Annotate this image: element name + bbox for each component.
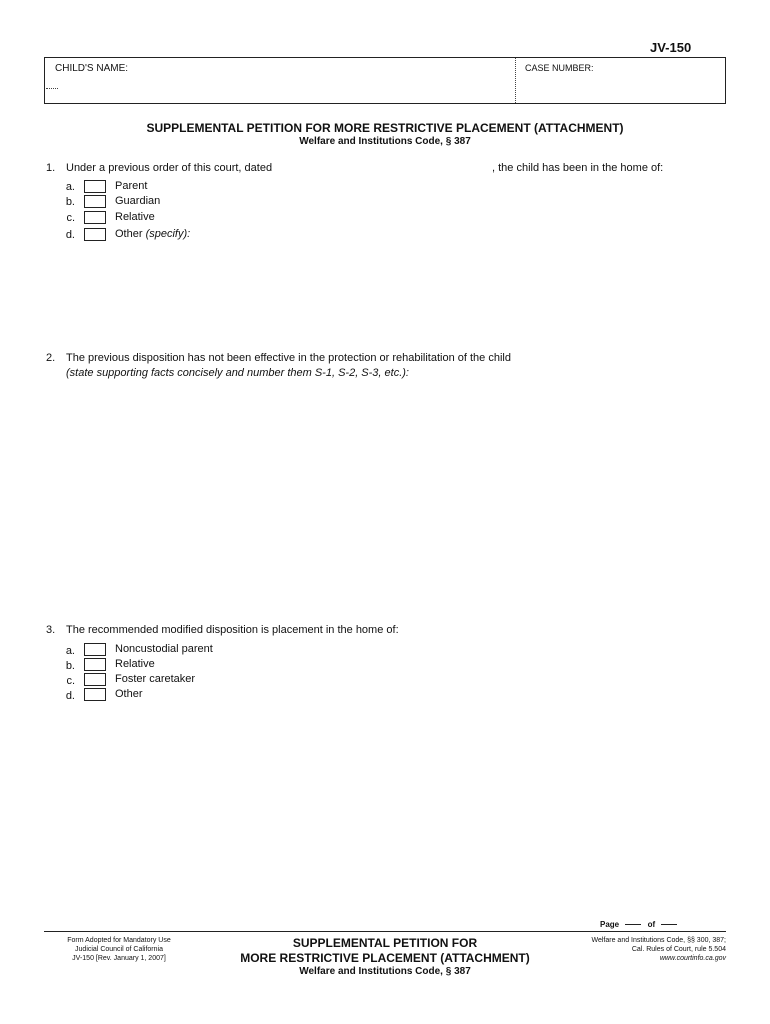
page-count — [600, 920, 681, 929]
item-2-note: (state supporting facts concisely and number them S-1, S-2, S-3, etc.): — [66, 367, 409, 379]
item-3c-letter: c. — [66, 675, 75, 687]
item-3b-letter: b. — [65, 660, 75, 672]
item-3d-letter: d. — [65, 690, 75, 702]
item-1c-letter: c. — [66, 212, 75, 224]
item-3-text: The recommended modified disposition is placement in the home of: — [66, 624, 399, 636]
footer-right-line-1: Welfare and Institutions Code, §§ 300, 387; — [591, 937, 726, 944]
page-number-field[interactable] — [625, 924, 641, 925]
item-1a-checkbox[interactable] — [84, 180, 106, 193]
item-1c-checkbox[interactable] — [84, 211, 106, 224]
footer-adoption-info — [44, 936, 194, 963]
childs-name-field[interactable] — [46, 88, 58, 89]
item-1d-checkbox[interactable] — [84, 228, 106, 241]
item-2-number: 2. — [46, 352, 56, 364]
item-3b-checkbox[interactable] — [84, 658, 106, 671]
page-total-field[interactable] — [661, 924, 677, 925]
footer-authority — [526, 936, 726, 963]
footer-title-line-3: Welfare and Institutions Code, § 387 — [299, 966, 471, 977]
childs-name-label: CHILD'S NAME: — [55, 63, 129, 74]
item-3d-label: Other — [115, 688, 143, 700]
footer-rule — [44, 931, 726, 932]
form-title: SUPPLEMENTAL PETITION FOR MORE RESTRICTIVE PLACEMENT (ATTACHMENT) — [146, 121, 624, 135]
item-3c-checkbox[interactable] — [84, 673, 106, 686]
item-1b-letter: b. — [65, 196, 75, 208]
item-3a-letter: a. — [65, 645, 75, 657]
footer-left-line-2: Judicial Council of California — [75, 946, 163, 953]
footer-left-line-3: JV-150 [Rev. January 1, 2007] — [72, 955, 166, 962]
item-1-text-end: , the child has been in the home of: — [492, 162, 664, 174]
page-label: Page — [600, 920, 620, 929]
item-3a-label: Noncustodial parent — [115, 643, 213, 655]
item-2-text: The previous disposition has not been effective in the protection or rehabilitation of the child — [66, 352, 511, 364]
item-3-number: 3. — [46, 624, 56, 636]
item-1d-note: (specify): — [145, 228, 191, 240]
item-3a-checkbox[interactable] — [84, 643, 106, 656]
item-1a-letter: a. — [65, 181, 75, 193]
form-number: JV-150 — [650, 40, 692, 55]
footer-title-line-1: SUPPLEMENTAL PETITION FOR — [292, 936, 478, 950]
item-1-number: 1. — [46, 162, 56, 174]
footer-title-line-2: MORE RESTRICTIVE PLACEMENT (ATTACHMENT) — [240, 951, 530, 965]
caption-box — [44, 57, 726, 104]
item-1-text: Under a previous order of this court, dated — [66, 162, 273, 174]
case-number-label: CASE NUMBER: — [525, 63, 594, 73]
caption-divider — [515, 58, 516, 103]
item-1d-label — [115, 228, 190, 240]
item-1b-checkbox[interactable] — [84, 195, 106, 208]
item-3d-checkbox[interactable] — [84, 688, 106, 701]
item-3b-label: Relative — [115, 658, 155, 670]
of-label: of — [647, 920, 656, 929]
footer-left-line-1: Form Adopted for Mandatory Use — [67, 937, 171, 944]
item-3c-label: Foster caretaker — [115, 673, 196, 685]
item-1b-label: Guardian — [115, 195, 161, 207]
item-1c-label: Relative — [115, 211, 155, 223]
form-subtitle: Welfare and Institutions Code, § 387 — [299, 136, 471, 147]
item-1d-label-text: Other — [115, 228, 143, 240]
footer-website-link[interactable]: www.courtinfo.ca.gov — [659, 955, 726, 962]
item-1a-label: Parent — [115, 180, 148, 192]
footer-right-line-2: Cal. Rules of Court, rule 5.504 — [631, 946, 726, 953]
item-1d-letter: d. — [65, 229, 75, 241]
